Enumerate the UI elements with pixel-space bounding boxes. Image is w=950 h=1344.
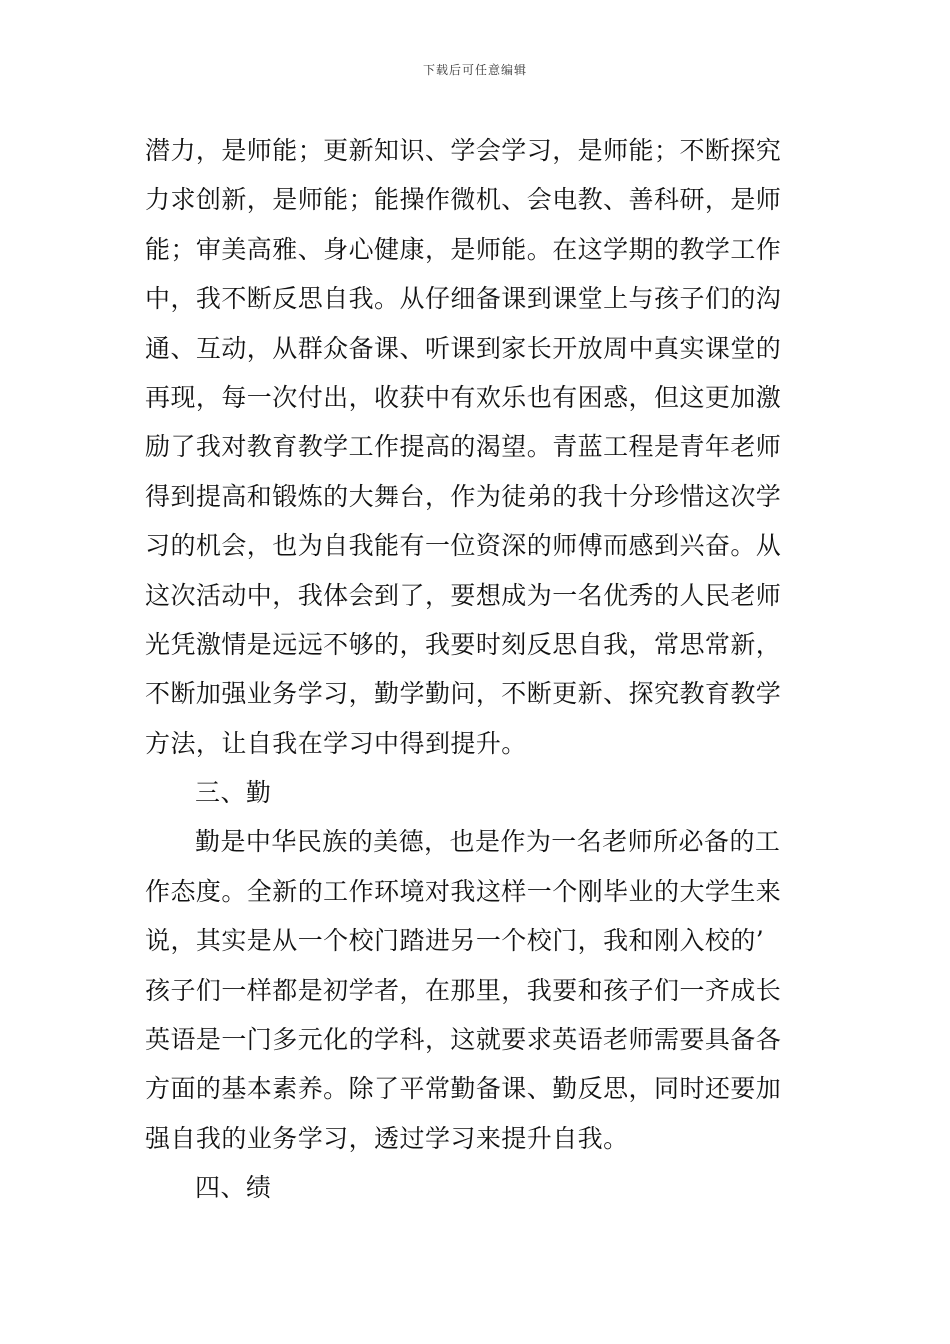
text-line: 再现，每一次付出，收获中有欢乐也有困惑，但这更加激 — [145, 382, 782, 412]
text-line: 习的机会，也为自我能有一位资深的师傅而感到兴奋。从 — [145, 531, 782, 561]
text-line: 通、互动，从群众备课、听课到家长开放周中真实课堂的 — [145, 333, 782, 363]
page-header: 下载后可任意编辑 — [422, 63, 527, 77]
text-line: 作态度。全新的工作环境对我这样一个刚毕业的大学生来 — [145, 876, 782, 906]
text-line: 方面的基本素养。除了平常勤备课、勤反思，同时还要加 — [145, 1074, 782, 1104]
text-line: 说，其实是从一个校门踏进另一个校门，我和刚入校的’ — [145, 926, 765, 956]
text-line: 得到提高和锻炼的大舞台，作为徒弟的我十分珍惜这次学 — [145, 481, 782, 511]
text-line: 力求创新，是师能；能操作微机、会电教、善科研，是师 — [145, 185, 782, 215]
text-line: 英语是一门多元化的学科，这就要求英语老师需要具备各 — [145, 1025, 782, 1055]
text-line: 中，我不断反思自我。从仔细备课到课堂上与孩子们的沟 — [145, 284, 782, 314]
section-heading: 四、绩 — [195, 1173, 272, 1203]
text-line: 励了我对教育教学工作提高的渴望。青蓝工程是青年老师 — [145, 432, 782, 462]
text-line: 方法，让自我在学习中得到提升。 — [145, 728, 527, 758]
paragraph-first-line: 勤是中华民族的美德，也是作为一名老师所必备的工 — [195, 827, 781, 857]
text-line: 孩子们一样都是初学者，在那里，我要和孩子们一齐成长 — [145, 975, 782, 1005]
section-heading: 三、勤 — [195, 778, 272, 808]
text-line: 这次活动中，我体会到了，要想成为一名优秀的人民老师 — [145, 580, 782, 610]
text-line: 能；审美高雅、身心健康，是师能。在这学期的教学工作 — [145, 234, 782, 264]
text-line: 潜力，是师能；更新知识、学会学习，是师能；不断探究 — [145, 136, 782, 165]
document-body — [145, 126, 807, 1213]
text-line: 光凭激情是远远不够的，我要时刻反思自我，常思常新， — [145, 629, 782, 659]
text-line: 不断加强业务学习，勤学勤问，不断更新、探究教育教学 — [145, 679, 782, 709]
text-line: 强自我的业务学习，透过学习来提升自我。 — [145, 1123, 629, 1153]
